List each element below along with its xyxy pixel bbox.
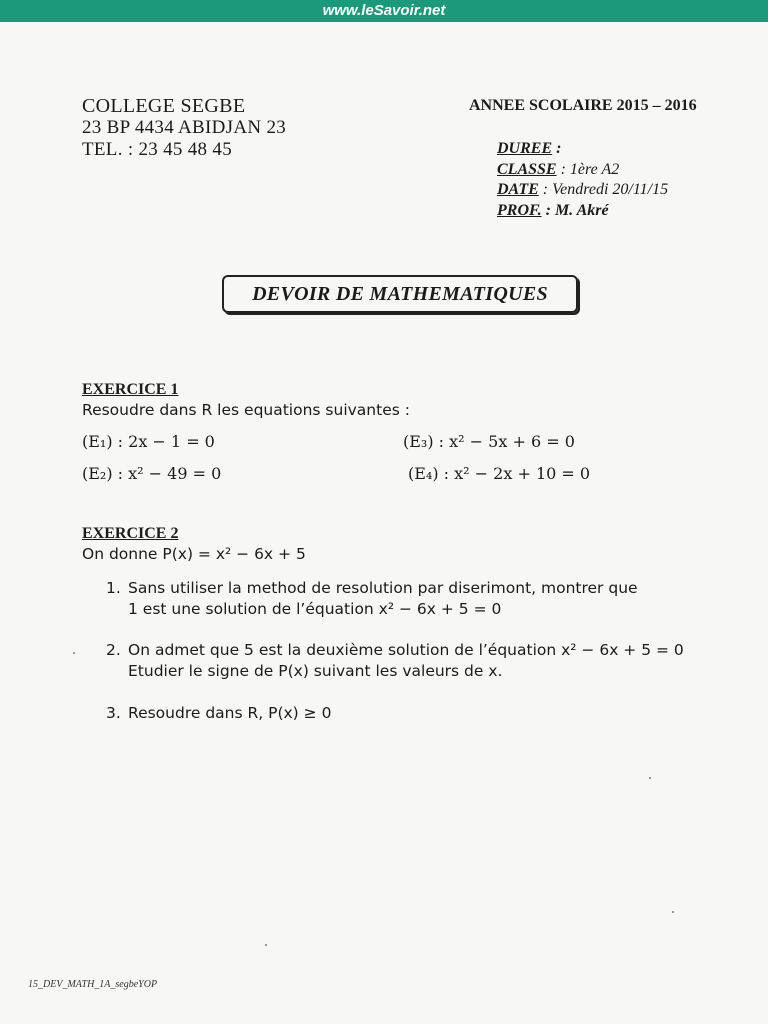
question-2-line1: On admet que 5 est la deuxième solution de l’équation x² − 6x + 5 = 0 [128,641,684,659]
exercice2-given: On donne P(x) = x² − 6x + 5 [82,545,306,563]
school-header [82,95,286,161]
equation-e3: (E₃) : x² − 5x + 6 = 0 [403,432,575,451]
question-2-number: 2. [106,641,121,659]
prof-label: PROF. [497,201,542,219]
equation-e4: (E₄) : x² − 2x + 10 = 0 [408,464,591,483]
classe-value: : 1ère A2 [556,160,620,178]
exercice1-instruction: Resoudre dans R les equations suivantes : [82,401,410,419]
equation-e2: (E₂) : x² − 49 = 0 [82,464,222,483]
document-title: DEVOIR DE MATHEMATIQUES [252,283,548,305]
prof-row [497,201,668,222]
question-1-line1: Sans utiliser la method de resolution par diserimont, montrer que [128,579,638,597]
classe-row [497,160,668,181]
classe-label: CLASSE [497,160,557,178]
school-tel: TEL. : 23 45 48 45 [82,139,232,160]
scan-speck [265,944,267,946]
exercice1-title: EXERCICE 1 [82,381,179,398]
date-label: DATE [497,181,539,198]
question-1-line2: 1 est une solution de l’équation x² − 6x + 5 = 0 [128,600,502,618]
school-address: 23 BP 4434 ABIDJAN 23 [82,117,287,138]
scan-speck [672,911,674,913]
site-banner: www.leSavoir.net [0,0,768,22]
exam-meta [497,139,668,221]
question-3-line1: Resoudre dans R, P(x) ≥ 0 [128,704,332,722]
duree-label: DUREE [497,140,553,157]
date-row [497,180,668,201]
document-title-box [222,275,578,313]
question-1-number: 1. [106,579,121,597]
document-footer: 15_DEV_MATH_1A_segbeYOP [28,979,158,990]
question-3 [106,703,331,724]
question-1 [106,578,638,620]
scan-speck [649,777,651,779]
duree-row [497,139,668,160]
equation-e1: (E₁) : 2x − 1 = 0 [82,432,215,451]
question-3-number: 3. [106,704,121,722]
duree-value: : [552,140,562,157]
prof-value: : M. Akré [541,201,609,219]
school-name: COLLEGE SEGBE [82,95,246,117]
school-year: ANNEE SCOLAIRE 2015 – 2016 [469,97,697,114]
question-2-line2: Etudier le signe de P(x) suivant les valeurs de x. [128,662,503,680]
date-value: : Vendredi 20/11/15 [538,181,669,198]
exercice2-title: EXERCICE 2 [82,525,179,542]
scan-speck [73,652,75,654]
question-2 [106,640,684,682]
